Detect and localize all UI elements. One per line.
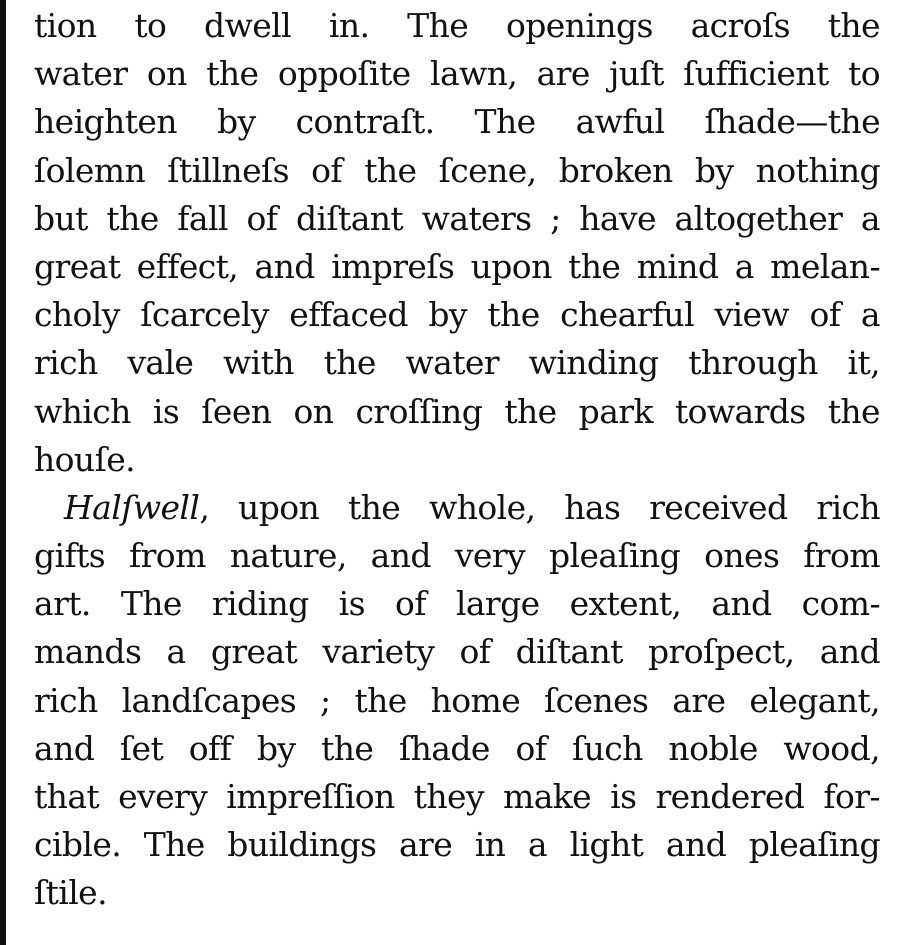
text-line: and ſet off by the ſhade of ſuch noble wood, [34, 728, 880, 768]
text-line: art. The riding is of large extent, and com- [34, 584, 880, 624]
text-line: water on the oppoſite lawn, are juſt ſufficient to [34, 54, 880, 94]
text-line: houſe. [34, 439, 136, 479]
text-line: but the fall of diſtant waters ; have altogether a [34, 198, 880, 238]
text-line: gifts from nature, and very pleaſing ones from [34, 536, 880, 576]
text-line: choly ſcarcely effaced by the chearful view of a [34, 295, 880, 335]
text-line: tion to dwell in. The openings acroſs the [34, 6, 880, 45]
paragraph-2-first-line [34, 484, 880, 532]
text-line: ſtile. [34, 873, 108, 913]
text-line: heighten by contraſt. The awful ſhade—the [34, 102, 880, 142]
text-line: mands a great variety of diſtant proſpect, and [34, 632, 880, 672]
text-line: ſolemn ſtillneſs of the ſcene, broken by nothing [34, 150, 880, 190]
text-line: which is ſeen on croſſing the park towards the [34, 391, 880, 431]
text-line: rich vale with the water winding through it, [34, 343, 880, 383]
text-line: rich landſcapes ; the home ſcenes are elegant, [34, 680, 880, 720]
body-text [34, 2, 880, 918]
text-line: great effect, and impreſs upon the mind a melan- [34, 246, 880, 286]
text-line: that every impreſſion they make is rendered for- [34, 777, 880, 816]
text-line: cible. The buildings are in a light and pleaſing [34, 825, 880, 865]
first-line-rest: , upon the whole, has received rich [199, 487, 880, 527]
italic-place-name: Halſwell [64, 487, 200, 527]
